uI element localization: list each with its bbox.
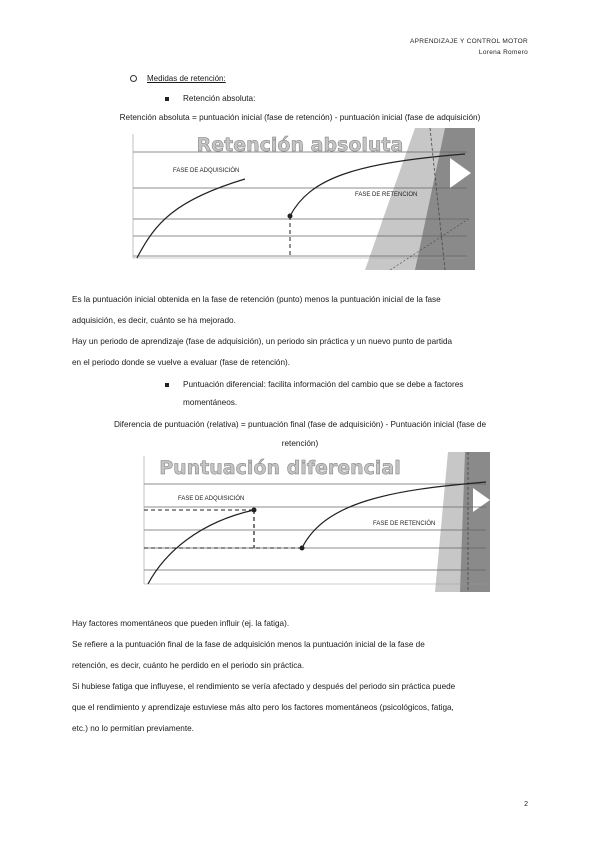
formula-differential: Diferencia de puntuación (relativa) = puntuación final (fase de adquisición) - Puntuación inicial (fase de retención) bbox=[113, 420, 487, 448]
square-bullet-icon bbox=[165, 97, 169, 101]
chart1-title: Retención absoluta bbox=[196, 134, 404, 156]
circle-bullet-icon bbox=[130, 75, 137, 82]
sub-bullet-differential: Puntuación diferencial: facilita información del cambio que se debe a factores momentáneos. bbox=[165, 376, 463, 412]
chart-puntuacion-diferencial bbox=[130, 452, 490, 592]
retention-point bbox=[288, 214, 293, 219]
bullet-retention-measures: Medidas de retención: bbox=[130, 74, 226, 83]
sub-bullet-absolute: Retención absoluta: bbox=[165, 93, 255, 105]
chart1-ret-label: FASE DE RETENCION bbox=[355, 192, 418, 198]
paragraph-2: Hay factores momentáneos que pueden influir (ej. la fatiga). Se refiere a la puntuación final de la fase de adquisición menos la puntuación inicial de la fase de retención, es decir, cuánto he perdido en el periodo sin práctica. Si hubiese fatiga que influyese, el rendimiento se vería afectado y después del periodo sin práctica puede que el rendimiento y aprendizaje estuviese más alto pero los factores momentáneos (psicológicos, fatiga, etc.) no lo permitían previamente. bbox=[72, 619, 456, 733]
square-bullet-icon bbox=[165, 383, 169, 387]
final-acquisition-point bbox=[252, 508, 257, 513]
paragraph-1: Es la puntuación inicial obtenida en la fase de retención (punto) menos la puntuación inicial de la fase adquisición, es decir, cuánto se ha mejorado. Hay un periodo de aprendizaje (fase de adquisición), un periodo sin práctica y un nuevo punto de partida en el periodo donde se vuelve a evaluar (fase de retención). bbox=[72, 295, 453, 367]
chart1-acq-label: FASE DE ADQUISICIÓN bbox=[173, 168, 240, 174]
chart2-acq-label: FASE DE ADQUISICIÓN bbox=[178, 496, 245, 502]
initial-retention-point bbox=[300, 546, 305, 551]
chart2-ret-label: FASE DE RETENCIÓN bbox=[373, 521, 436, 527]
chart-retencion-absoluta bbox=[115, 128, 475, 270]
header-course: APRENDIZAJE Y CONTROL MOTOR bbox=[409, 38, 528, 45]
header-author: Lorena Romero bbox=[478, 49, 528, 56]
formula-absolute: Retención absoluta = puntuación inicial (fase de retención) - puntuación inicial (fase de adquisición) bbox=[119, 113, 481, 122]
chart2-title: Puntuación diferencial bbox=[159, 457, 401, 479]
page-number: 2 bbox=[524, 801, 528, 808]
page-header bbox=[410, 36, 528, 58]
deco-dark-band bbox=[460, 452, 490, 592]
